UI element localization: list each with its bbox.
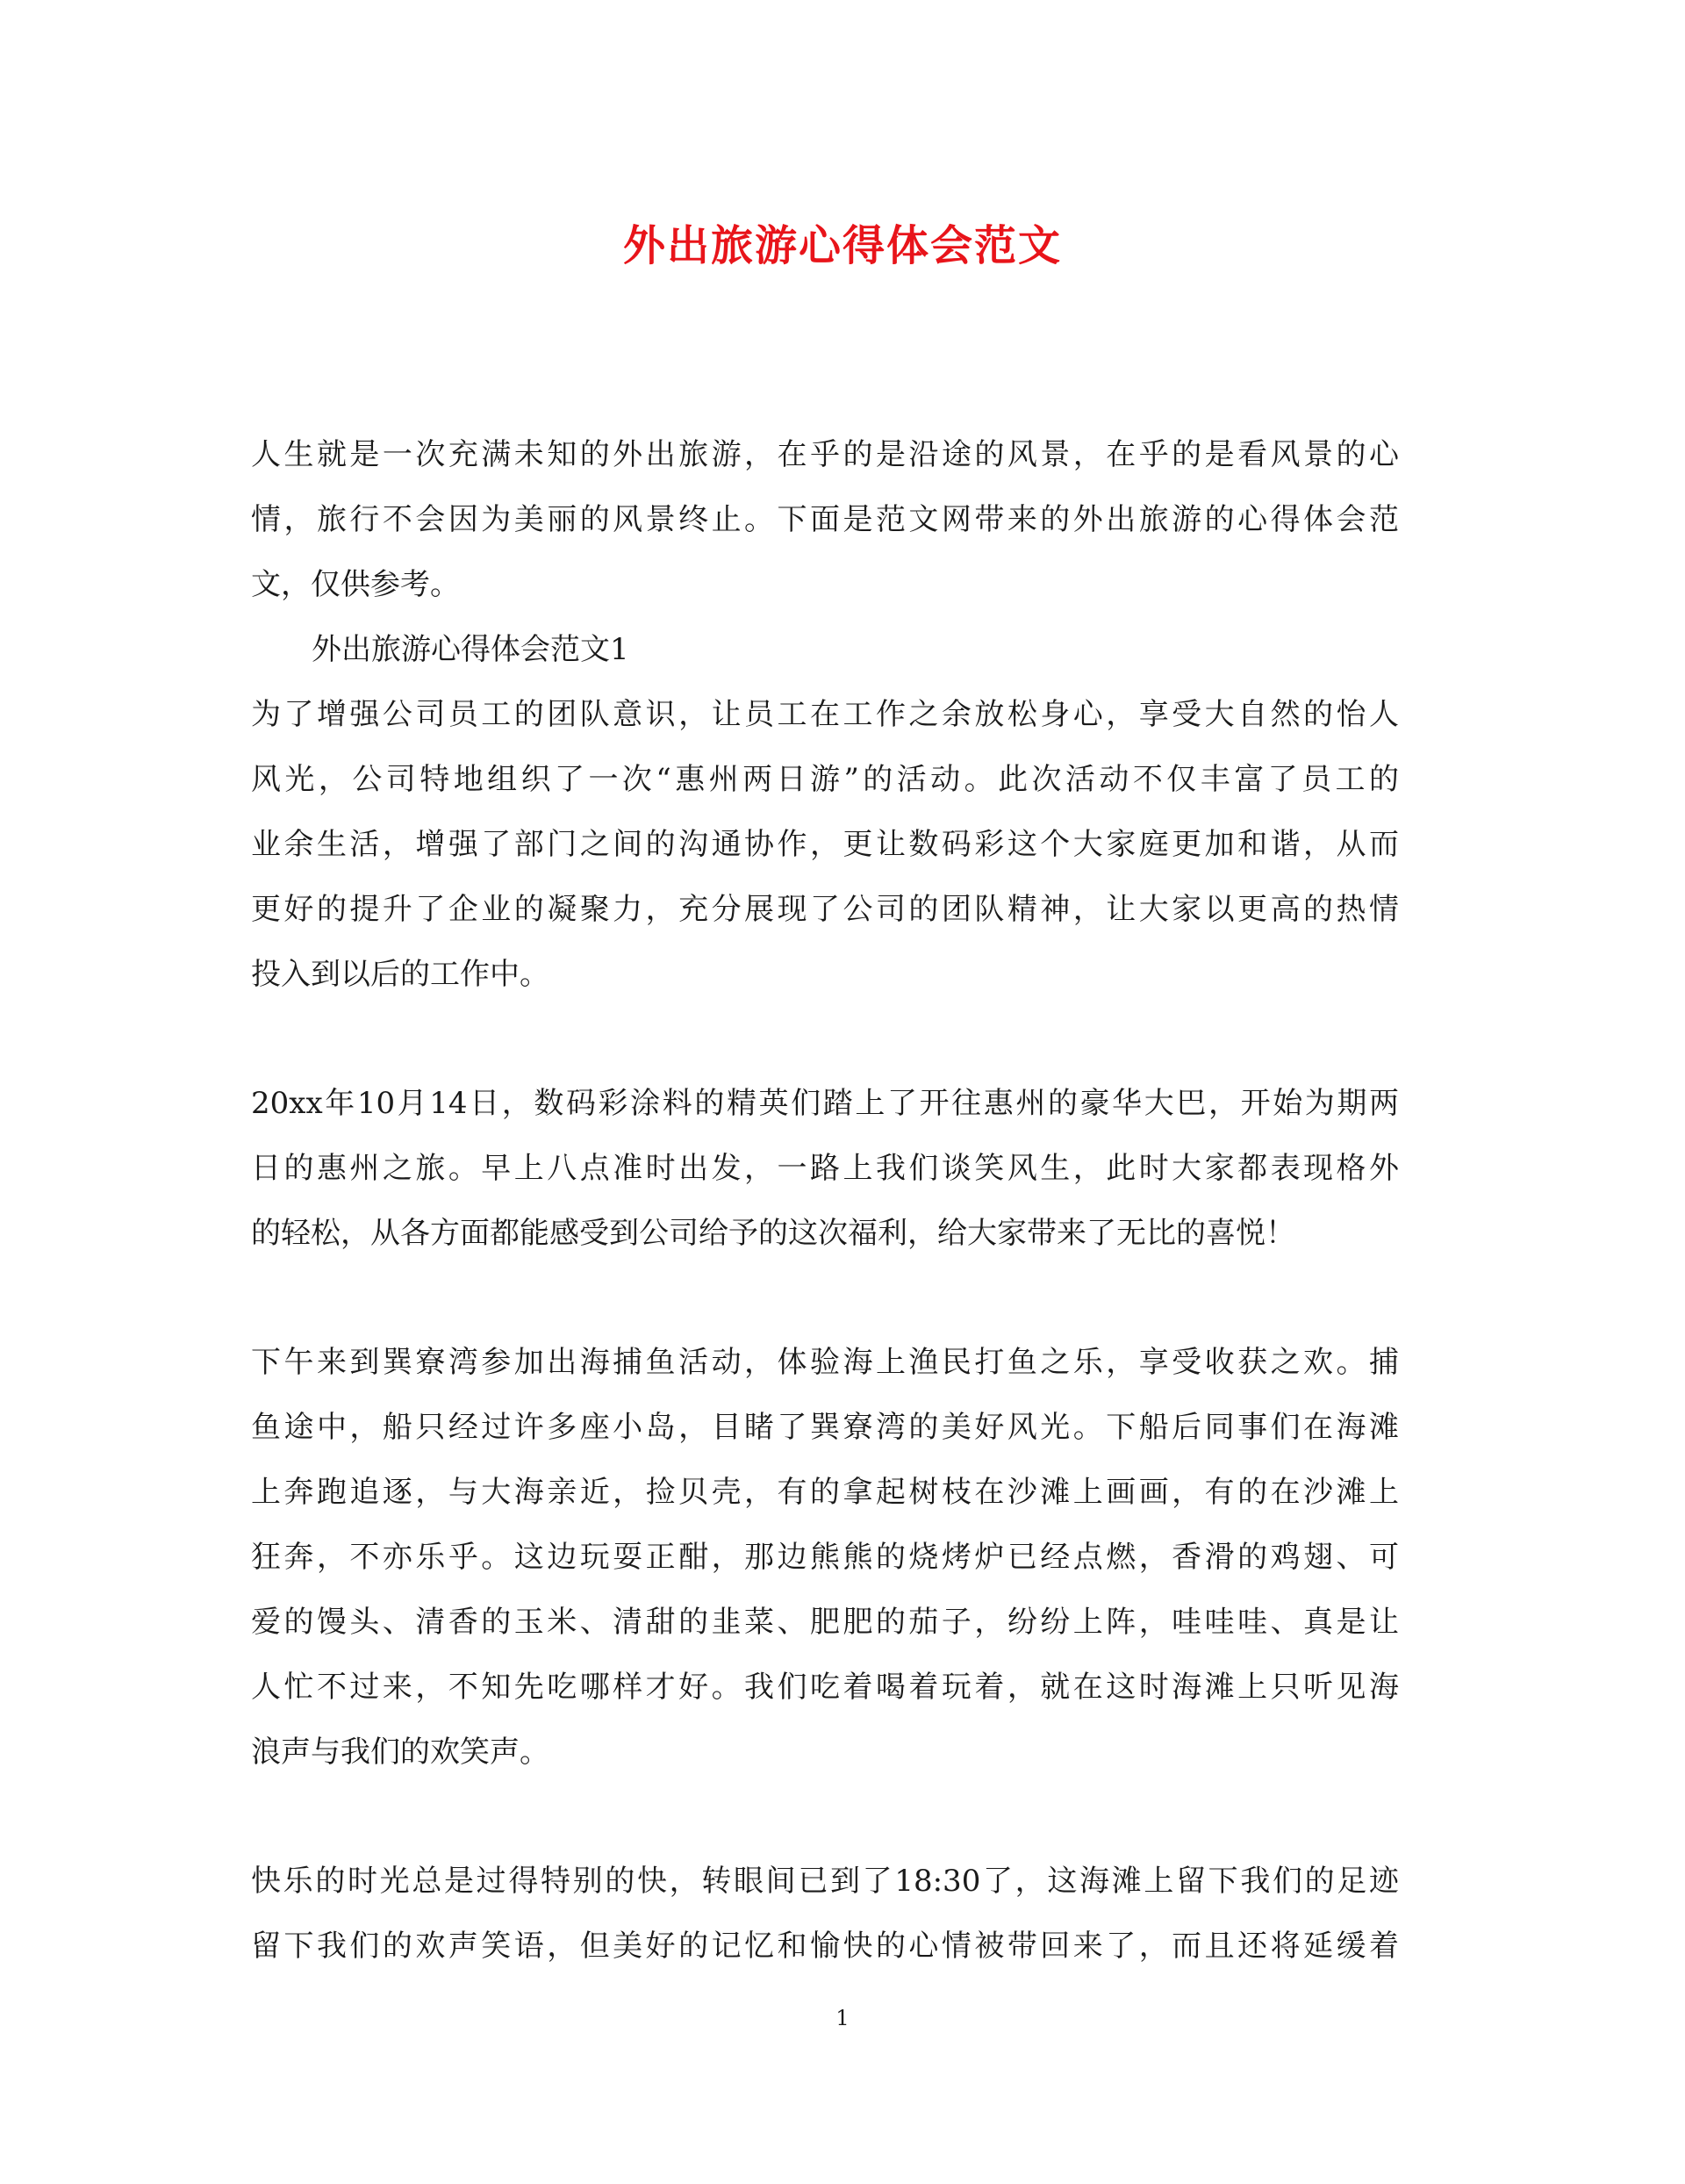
paragraph-line: 为了增强公司员工的团队意识，让员工在工作之余放松身心，享受大自然的怡人 bbox=[251, 697, 1399, 732]
paragraph-line: 风光，公司特地组织了一次“惠州两日游”的活动。此次活动不仅丰富了员工的 bbox=[251, 762, 1399, 797]
paragraph-line: 爱的馒头、清香的玉米、清甜的韭菜、肥肥的茄子，纷纷上阵，哇哇哇、真是让 bbox=[251, 1605, 1399, 1640]
paragraph-line: 更好的提升了企业的凝聚力，充分展现了公司的团队精神，让大家以更高的热情 bbox=[251, 892, 1399, 927]
intro-line: 文，仅供参考。 bbox=[251, 567, 460, 602]
page-number: 1 bbox=[835, 2006, 850, 2030]
document-title: 外出旅游心得体会范文 bbox=[622, 221, 1062, 270]
section-heading: 外出旅游心得体会范文1 bbox=[312, 632, 629, 667]
paragraph-line: 上奔跑追逐，与大海亲近，捡贝壳，有的拿起树枝在沙滩上画画，有的在沙滩上 bbox=[251, 1475, 1399, 1510]
paragraph-line: 鱼途中，船只经过许多座小岛，目睹了巽寮湾的美好风光。下船后同事们在海滩 bbox=[251, 1410, 1399, 1445]
paragraph-line: 20xx年10月14日，数码彩涂料的精英们踏上了开往惠州的豪华大巴，开始为期两 bbox=[251, 1086, 1399, 1121]
paragraph-line: 浪声与我们的欢笑声。 bbox=[251, 1735, 549, 1770]
intro-line: 人生就是一次充满未知的外出旅游，在乎的是沿途的风景，在乎的是看风景的心 bbox=[251, 437, 1399, 472]
paragraph-line: 业余生活，增强了部门之间的沟通协作，更让数码彩这个大家庭更加和谐，从而 bbox=[251, 827, 1399, 862]
paragraph-line: 日的惠州之旅。早上八点准时出发，一路上我们谈笑风生，此时大家都表现格外 bbox=[251, 1151, 1399, 1186]
paragraph-line: 人忙不过来，不知先吃哪样才好。我们吃着喝着玩着，就在这时海滩上只听见海 bbox=[251, 1670, 1399, 1705]
paragraph-line: 的轻松，从各方面都能感受到公司给予的这次福利，给大家带来了无比的喜悦！ bbox=[251, 1216, 1295, 1251]
paragraph-line: 下午来到巽寮湾参加出海捕鱼活动，体验海上渔民打鱼之乐，享受收获之欢。捕 bbox=[251, 1345, 1399, 1380]
intro-line: 情，旅行不会因为美丽的风景终止。下面是范文网带来的外出旅游的心得体会范 bbox=[251, 502, 1399, 537]
paragraph-line: 快乐的时光总是过得特别的快，转眼间已到了18:30了，这海滩上留下我们的足迹 bbox=[251, 1864, 1399, 1899]
paragraph-line: 投入到以后的工作中。 bbox=[251, 957, 549, 992]
paragraph-line: 留下我们的欢声笑语，但美好的记忆和愉快的心情被带回来了，而且还将延缓着 bbox=[251, 1929, 1399, 1964]
paragraph-line: 狂奔，不亦乐乎。这边玩耍正酣，那边熊熊的烧烤炉已经点燃，香滑的鸡翅、可 bbox=[251, 1540, 1399, 1575]
